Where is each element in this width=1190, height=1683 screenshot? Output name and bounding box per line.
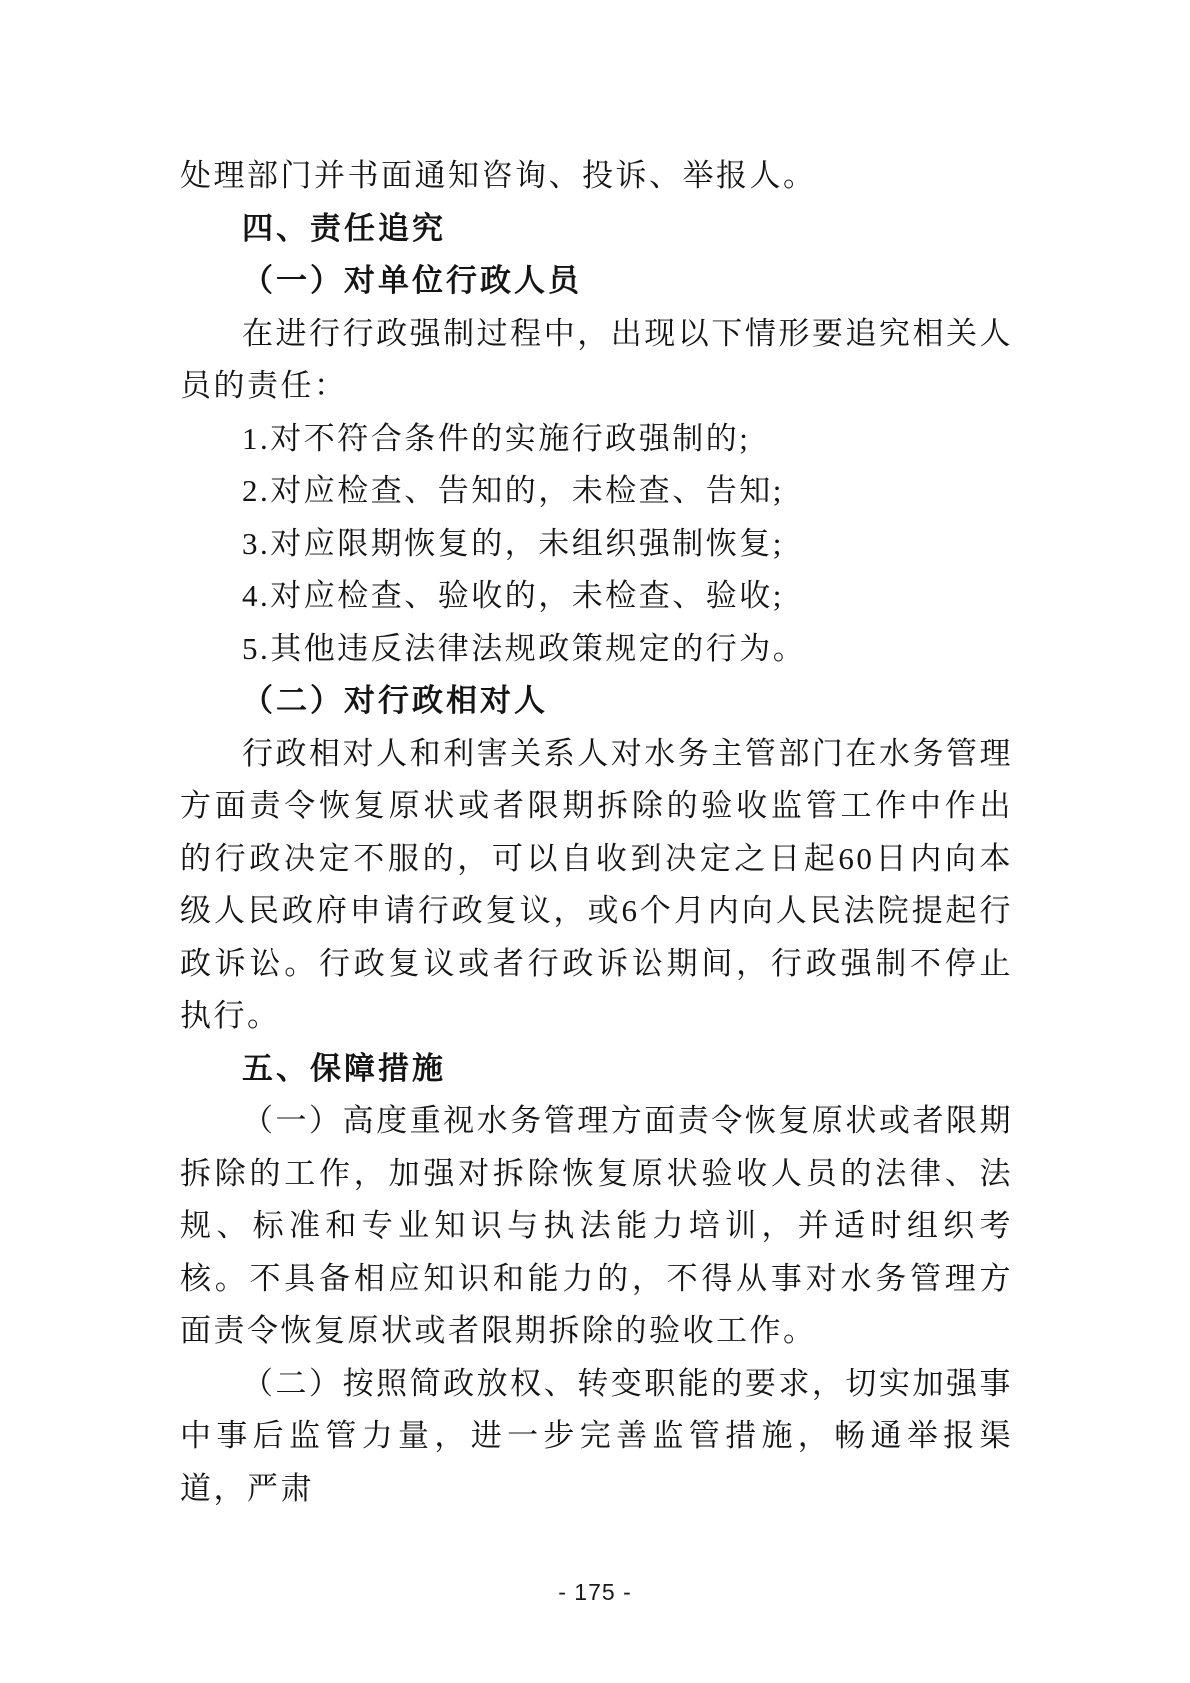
list-item-1: 1.对不符合条件的实施行政强制的;	[242, 420, 751, 456]
page-number: - 175 -	[558, 1579, 632, 1605]
list-item-2: 2.对应检查、告知的，未检查、告知;	[242, 473, 784, 508]
list-item-3: 3.对应限期恢复的，未组织强制恢复;	[242, 525, 784, 561]
paragraph-continuation: 处理部门并书面通知咨询、投诉、举报人。	[180, 158, 817, 193]
list-item-5: 5.其他违反法律法规政策规定的行为。	[242, 630, 807, 666]
subsection-heading-unit-staff: （一）对单位行政人员	[242, 263, 582, 298]
document-content	[180, 150, 1013, 1515]
list-item-4: 4.对应检查、验收的，未检查、验收;	[242, 578, 784, 613]
paragraph-intro: 在进行行政强制过程中，出现以下情形要追究相关人员的责任：	[180, 315, 1013, 403]
paragraph-safeguard-1: （一）高度重视水务管理方面责令恢复原状或者限期拆除的工作，加强对拆除恢复原状验收人员的法律、法规、标准和专业知识与执法能力培训，并适时组织考核。不具备相应知识和能力的，不得从事对水务管理方面责令恢复原状或者限期拆除的验收工作。	[180, 1103, 1013, 1348]
paragraph-counterpart: 行政相对人和利害关系人对水务主管部门在水务管理方面责令恢复原状或者限期拆除的验收监管工作中作出的行政决定不服的，可以自收到决定之日起60日内向本级人民政府申请行政复议，或6个月内向人民法院提起行政诉讼。行政复议或者行政诉讼期间，行政强制不停止执行。	[180, 735, 1013, 1033]
section-heading-safeguards: 五、保障措施	[242, 1050, 446, 1086]
subsection-heading-counterpart: （二）对行政相对人	[242, 683, 548, 718]
section-heading-responsibility: 四、责任追究	[242, 210, 446, 246]
paragraph-safeguard-2: （二）按照简政放权、转变职能的要求，切实加强事中事后监管力量，进一步完善监管措施，畅通举报渠道，严肃	[180, 1365, 1013, 1506]
